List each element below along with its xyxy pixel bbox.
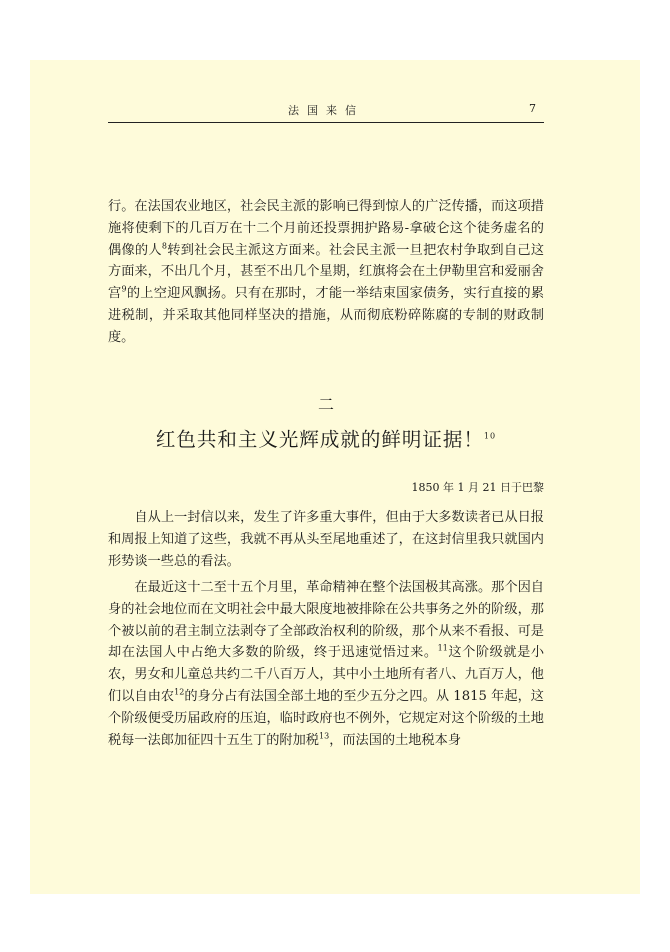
footnote-ref[interactable]: 9 [121, 284, 127, 294]
page-number: 7 [529, 102, 536, 115]
footnote-ref[interactable]: 11 [437, 644, 448, 653]
dateline: 1850 年 1 月 21 日于巴黎 [411, 481, 544, 494]
running-header [108, 100, 544, 123]
footnote-ref[interactable]: 8 [161, 241, 167, 251]
text-span: ，而法国的土地税本身 [329, 732, 462, 748]
paragraph-continued [108, 196, 544, 349]
text-span: 的上空迎风飘扬。只有在那时，才能一举结束国家债务，实行直接的累进税制，并采取其他同样坚决的措施，从而彻底粉碎陈腐的专制的财政制度。 [108, 286, 545, 345]
footnote-ref[interactable]: 13 [319, 731, 330, 741]
text-span: 的身分占有法国全部土地的至少五分之四。从 1815 年起，这个阶级便受历届政府的压迫，临时政府也不例外，它规定对这个阶级的土地税每一法郎加征四十五生丁的附加税 [108, 688, 544, 748]
footnote-ref[interactable]: 12 [174, 687, 185, 697]
text-span: 转到社会民主派这方面来。社会民主派一旦把农村争取到自己这方面来，不出几个月，甚至不出几个星期，红旗将会在土伊勒里宫和爱丽舍宫 [108, 242, 545, 302]
text-span: 行。在法国农业地区，社会民主派的影响已得到惊人的广泛传播，而这项措施将使剩下的几百万在十二个月前还投票拥护路易-拿破仑这个徒务虚名的偶像的人 [108, 199, 544, 258]
paragraph [108, 577, 544, 751]
footnote-ref[interactable]: 10 [483, 431, 497, 441]
section-title [108, 424, 544, 452]
page-background [30, 60, 640, 894]
text-span: 这个阶级就是小农，男女和儿童总共约二千八百万人，其中小土地所有者八、九百万人，他们以自由农 [108, 645, 545, 704]
section-number: 二 [317, 395, 334, 414]
section-title-text: 红色共和主义光辉成就的鲜明证据！ [155, 428, 484, 451]
header-title: 法国来信 [288, 104, 364, 117]
text-span: 在最近这十二至十五个月里，革命精神在整个法国极其高涨。那个因自身的社会地位而在文明社会中最大限度地被排除在公共事务之外的阶级，那个被以前的君主制立法剥夺了全部政治权利的阶级，那个从来不看报、可是却在法国人中占绝大多数的阶级，终于迅速觉悟过来。 [108, 580, 544, 661]
paragraph: 自从上一封信以来，发生了许多重大事件，但由于大多数读者已从日报和周报上知道了这些，我就不再从头至尾地重述了，在这封信里我只就国内形势谈一些总的看法。 [108, 510, 544, 569]
